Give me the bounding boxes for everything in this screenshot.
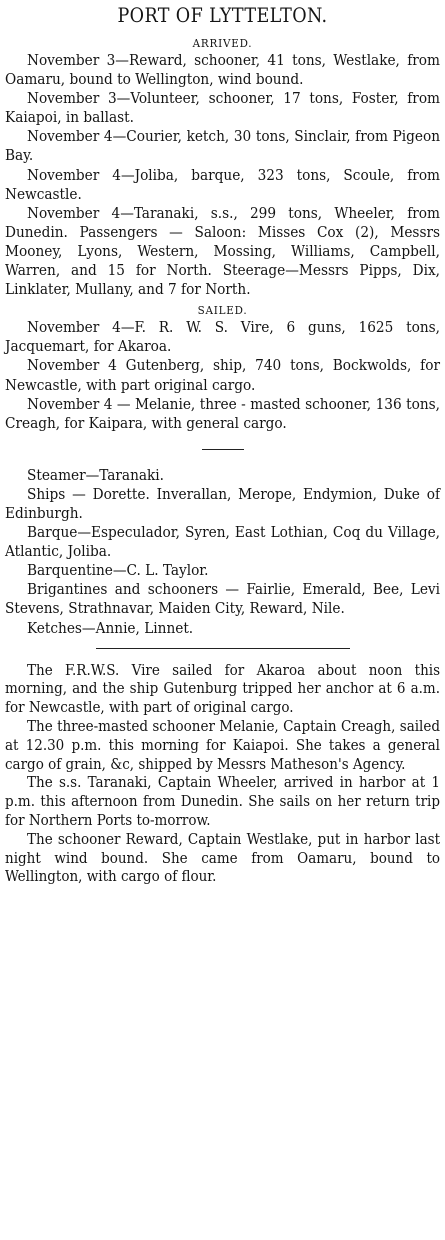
news-paragraph: The three-masted schooner Melanie, Captain Creagh, sailed at 12.30 p.m. this morning for Kaiapoi. She takes a general cargo of grain, &c, shipped by Messrs Matheson's Agency.	[5, 717, 440, 773]
column-title: PORT OF LYTTELTON.	[117, 4, 328, 27]
news-paragraph: The s.s. Taranaki, Captain Wheeler, arrived in harbor at 1 p.m. this afternoon from Dunedin. She sails on her return trip for Northern Ports to-morrow.	[5, 773, 440, 829]
vessels-in-port-section	[5, 466, 440, 638]
arrived-section	[5, 36, 440, 299]
arrival-entry: November 4—Joliba, barque, 323 tons, Scoule, from Newcastle.	[5, 165, 440, 203]
news-paragraph: The F.R.W.S. Vire sailed for Akaroa about noon this morning, and the ship Gutenburg tripped her anchor at 6 a.m. for Newcastle, with part of original cargo.	[5, 660, 440, 717]
shipping-news-section	[5, 661, 440, 887]
arrival-entry: November 3—Volunteer, schooner, 17 tons, Foster, from Kaiapoi, in ballast.	[5, 89, 440, 127]
in-port-entry: Steamer—Taranaki.	[27, 465, 164, 484]
arrival-entry: November 4—Taranaki, s.s., 299 tons, Wheeler, from Dunedin. Passengers — Saloon: Misses Cox (2), Messrs Mooney, Lyons, Western, Mossing, Williams, Campbell, Warren, and 15 for North. Steerage—Messrs Pipps, Dix, Linklater, Mullany, and 7 for North.	[5, 203, 440, 299]
news-divider	[96, 648, 350, 649]
sailing-entry: November 4—F. R. W. S. Vire, 6 guns, 1625 tons, Jacquemart, for Akaroa.	[5, 318, 440, 356]
news-paragraph: The schooner Reward, Captain Westlake, put in harbor last night wind bound. She came from Oamaru, bound to Wellington, with cargo of flour.	[5, 829, 440, 886]
in-port-entry: Brigantines and schooners — Fairlie, Emerald, Bee, Levi Stevens, Strathnavar, Maiden City, Reward, Nile.	[5, 580, 440, 618]
arrival-entry: November 3—Reward, schooner, 41 tons, Westlake, from Oamaru, bound to Wellington, wind bound.	[5, 51, 440, 89]
sailed-section	[5, 303, 440, 433]
in-port-entry: Ketches—Annie, Linnet.	[27, 618, 194, 637]
sailing-entry: November 4 Gutenberg, ship, 740 tons, Bockwolds, for Newcastle, with part original cargo.	[5, 356, 440, 394]
sailed-heading: SAILED.	[197, 303, 248, 318]
section-divider	[202, 449, 244, 450]
in-port-entry: Barque—Especulador, Syren, East Lothian, Coq du Village, Atlantic, Joliba.	[5, 523, 440, 561]
in-port-entry: Ships — Dorette. Inverallan, Merope, Endymion, Duke of Edinburgh.	[5, 484, 440, 522]
arrival-entry: November 4—Courier, ketch, 30 tons, Sinclair, from Pigeon Bay.	[5, 127, 440, 165]
sailing-entry: November 4 — Melanie, three - masted schooner, 136 tons, Creagh, for Kaipara, with general cargo.	[5, 394, 440, 432]
arrived-heading: ARRIVED.	[192, 36, 253, 50]
in-port-entry: Barquentine—C. L. Taylor.	[27, 561, 209, 580]
